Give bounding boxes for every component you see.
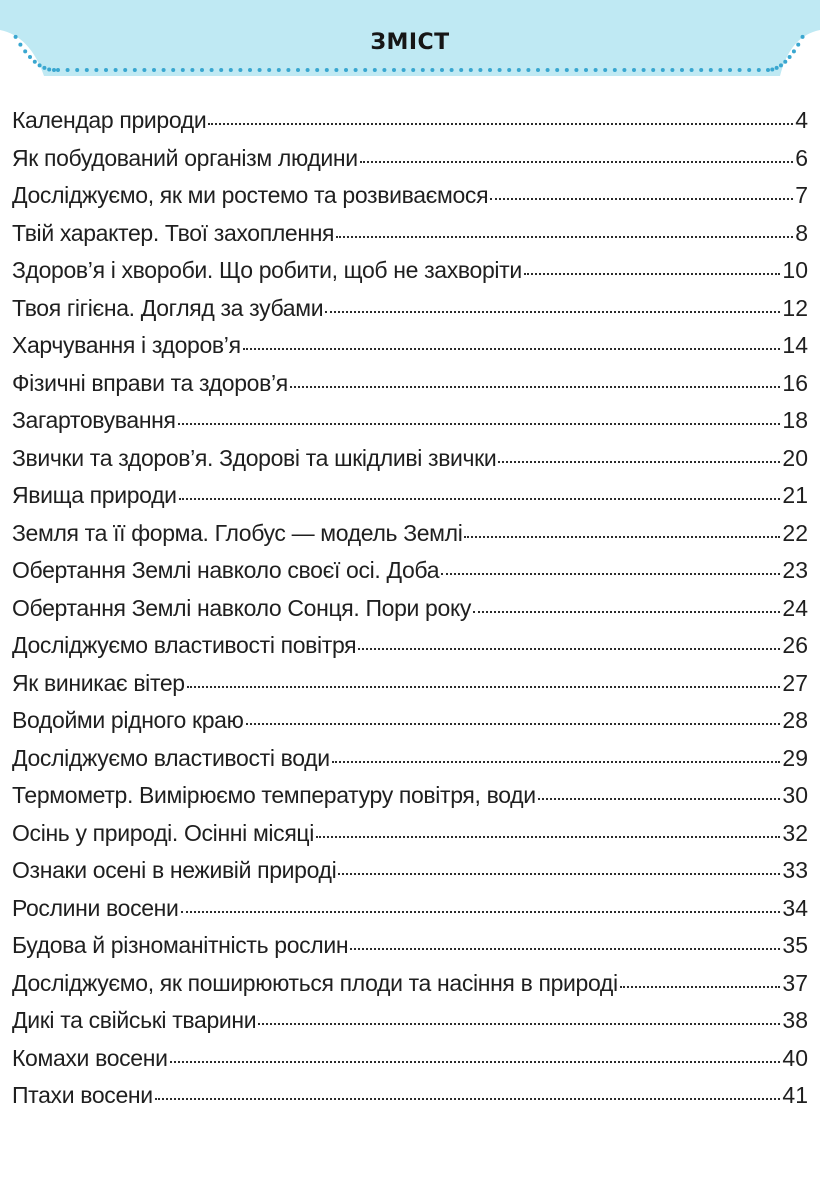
toc-entry-page-number: 20	[782, 444, 808, 471]
toc-entry[interactable]	[12, 290, 808, 328]
border-dot	[584, 68, 588, 72]
dot-leader	[258, 1023, 780, 1025]
toc-entry[interactable]	[12, 477, 808, 515]
border-dot	[747, 68, 751, 72]
toc-entry-title: Як виникає вітер	[12, 669, 185, 696]
border-dot	[28, 55, 32, 59]
border-dot	[603, 68, 607, 72]
toc-entry-page-number: 10	[782, 257, 808, 283]
border-dot	[267, 68, 271, 72]
border-dot	[779, 63, 783, 67]
border-dot	[642, 68, 646, 72]
border-dot	[526, 68, 530, 72]
border-dot	[344, 68, 348, 72]
border-dot	[142, 68, 146, 72]
border-dot	[459, 68, 463, 72]
toc-entry-page-number: 23	[782, 557, 808, 583]
border-dot	[56, 68, 60, 72]
border-dot	[190, 68, 194, 72]
toc-entry-title: Будова й різноманітність рослин	[12, 932, 349, 958]
toc-entry[interactable]	[12, 552, 808, 590]
dot-leader	[336, 236, 793, 238]
border-dot	[85, 68, 89, 72]
toc-entry-title: Комахи восени	[12, 1044, 168, 1071]
toc-entry-page-number: 35	[782, 932, 808, 958]
border-dot	[661, 68, 665, 72]
toc-entry-page-number: 33	[782, 857, 808, 883]
dot-leader	[358, 648, 780, 650]
border-dot	[555, 68, 559, 72]
border-dot	[546, 68, 550, 72]
toc-entry-title: Рослини восени	[12, 894, 179, 921]
border-dot	[766, 68, 770, 72]
border-dot	[757, 68, 761, 72]
dot-leader	[243, 348, 781, 350]
border-dot	[152, 68, 156, 72]
border-dot	[565, 68, 569, 72]
toc-entry-title: Досліджуємо, як ми ростемо та розвиваємося	[12, 182, 489, 208]
border-dot	[382, 68, 386, 72]
border-dot	[306, 68, 310, 72]
toc-entry[interactable]	[12, 1040, 808, 1078]
border-dot	[181, 68, 185, 72]
toc-entry-title: Твій характер. Твої захоплення	[12, 219, 335, 246]
toc-entry[interactable]	[12, 965, 808, 1003]
toc-entry-page-number: 21	[782, 482, 808, 508]
toc-entry-title: Досліджуємо властивості повітря	[12, 632, 357, 658]
toc-entry[interactable]	[12, 215, 808, 253]
border-dot	[114, 68, 118, 72]
border-dot	[258, 68, 262, 72]
toc-entry[interactable]	[12, 815, 808, 853]
toc-entry-title: Звички та здоров’я. Здорові та шкідливі звички	[12, 444, 497, 471]
border-dot	[162, 68, 166, 72]
toc-entry[interactable]	[12, 102, 808, 140]
border-dot	[238, 68, 242, 72]
border-dot	[363, 68, 367, 72]
border-dot	[775, 66, 779, 70]
dot-leader	[155, 1098, 781, 1100]
toc-entry[interactable]	[12, 665, 808, 703]
dot-leader	[246, 723, 781, 725]
toc-entry-page-number: 12	[782, 294, 808, 321]
dot-leader	[290, 386, 781, 388]
toc-entry-title: Загартовування	[12, 407, 176, 433]
border-dot	[33, 60, 37, 64]
border-dot	[229, 68, 233, 72]
dot-leader	[350, 948, 780, 950]
border-dot	[42, 66, 46, 70]
dot-leader	[538, 798, 781, 800]
toc-entry[interactable]	[12, 890, 808, 928]
toc-entry[interactable]	[12, 252, 808, 290]
toc-entry-page-number: 29	[782, 744, 808, 771]
border-dot	[38, 63, 42, 67]
border-dot	[690, 68, 694, 72]
border-dot	[325, 68, 329, 72]
toc-entry-title: Осінь у природі. Осінні місяці	[12, 819, 315, 846]
border-dot	[613, 68, 617, 72]
border-dot	[632, 68, 636, 72]
border-dot	[594, 68, 598, 72]
dot-leader	[170, 1061, 781, 1063]
toc-entry-page-number: 8	[795, 219, 808, 246]
dot-leader	[178, 423, 781, 425]
toc-entry[interactable]	[12, 927, 808, 965]
toc-entry[interactable]	[12, 327, 808, 365]
dot-leader	[524, 273, 781, 275]
border-dot	[123, 68, 127, 72]
toc-entry-page-number: 34	[782, 894, 808, 921]
toc-entry[interactable]	[12, 852, 808, 890]
toc-entry-title: Обертання Землі навколо Сонця. Пори року	[12, 594, 472, 621]
border-dot	[334, 68, 338, 72]
border-dot	[94, 68, 98, 72]
border-dot	[651, 68, 655, 72]
toc-entry[interactable]	[12, 740, 808, 778]
table-of-contents	[12, 102, 808, 1115]
dot-leader	[338, 873, 780, 875]
toc-entry-title: Земля та її форма. Глобус — модель Землі	[12, 519, 463, 546]
border-dot	[770, 67, 774, 71]
toc-entry-page-number: 38	[782, 1007, 808, 1033]
dot-leader	[325, 311, 780, 313]
toc-entry-title: Досліджуємо, як поширюються плоди та насіння в природі	[12, 969, 618, 996]
border-dot	[277, 68, 281, 72]
toc-entry-title: Календар природи	[12, 107, 207, 133]
dot-leader	[490, 198, 793, 200]
toc-entry-title: Обертання Землі навколо своєї осі. Доба	[12, 557, 440, 583]
border-dot	[670, 68, 674, 72]
border-dot	[498, 68, 502, 72]
toc-entry[interactable]	[12, 1077, 808, 1115]
dot-leader	[441, 573, 780, 575]
toc-entry-page-number: 30	[782, 782, 808, 808]
page-title: ЗМІСТ	[370, 30, 450, 55]
border-dot	[421, 68, 425, 72]
toc-entry-title: Дикі та свійські тварини	[12, 1007, 257, 1033]
border-dot	[52, 68, 56, 72]
toc-entry-title: Явища природи	[12, 482, 177, 508]
toc-entry-page-number: 27	[782, 669, 808, 696]
border-dot	[450, 68, 454, 72]
dot-leader	[498, 461, 780, 463]
border-dot	[286, 68, 290, 72]
toc-entry[interactable]	[12, 140, 808, 178]
border-dot	[296, 68, 300, 72]
toc-entry[interactable]	[12, 440, 808, 478]
toc-entry-title: Здоров’я і хвороби. Що робити, щоб не захворіти	[12, 257, 522, 283]
border-dot	[478, 68, 482, 72]
border-dot	[728, 68, 732, 72]
border-dot	[517, 68, 521, 72]
toc-entry-page-number: 24	[782, 594, 808, 621]
border-dot	[171, 68, 175, 72]
toc-entry[interactable]	[12, 177, 808, 215]
dot-leader	[360, 161, 793, 163]
border-dot	[373, 68, 377, 72]
toc-entry-title: Ознаки осені в неживій природі	[12, 857, 337, 883]
border-dot	[709, 68, 713, 72]
toc-entry-title: Досліджуємо властивості води	[12, 744, 330, 771]
border-dot	[133, 68, 137, 72]
dot-leader	[332, 761, 781, 763]
dot-leader	[620, 986, 781, 988]
toc-entry-page-number: 28	[782, 707, 808, 733]
toc-entry-title: Термометр. Вимірюємо температуру повітря, води	[12, 782, 536, 808]
toc-entry-page-number: 32	[782, 819, 808, 846]
border-dot	[788, 55, 792, 59]
toc-entry-page-number: 16	[782, 369, 808, 396]
border-dot	[680, 68, 684, 72]
toc-entry-title: Харчування і здоров’я	[12, 332, 241, 358]
border-dot	[536, 68, 540, 72]
border-dot	[507, 68, 511, 72]
toc-entry-page-number: 18	[782, 407, 808, 433]
border-dot	[574, 68, 578, 72]
border-dot	[104, 68, 108, 72]
toc-entry-page-number: 22	[782, 519, 808, 546]
dot-leader	[208, 123, 793, 125]
toc-entry[interactable]	[12, 777, 808, 815]
toc-entry[interactable]	[12, 1002, 808, 1040]
toc-entry-title: Твоя гігієна. Догляд за зубами	[12, 294, 324, 321]
border-dot	[783, 60, 787, 64]
toc-entry[interactable]	[12, 515, 808, 553]
border-dot	[718, 68, 722, 72]
toc-entry-page-number: 6	[795, 144, 808, 171]
toc-entry[interactable]	[12, 402, 808, 440]
border-dot	[622, 68, 626, 72]
border-dot	[200, 68, 204, 72]
border-dot	[699, 68, 703, 72]
dot-leader	[464, 536, 780, 538]
border-dot	[315, 68, 319, 72]
border-dot	[47, 67, 51, 71]
dot-leader	[316, 836, 780, 838]
border-dot	[210, 68, 214, 72]
toc-entry-title: Фізичні вправи та здоров’я	[12, 369, 288, 396]
border-dot	[66, 68, 70, 72]
dot-leader	[181, 911, 781, 913]
toc-entry[interactable]	[12, 365, 808, 403]
toc-entry-page-number: 4	[795, 107, 808, 133]
toc-entry-title: Як побудований організм людини	[12, 144, 358, 171]
dot-leader	[179, 498, 781, 500]
toc-entry[interactable]	[12, 590, 808, 628]
border-dot	[440, 68, 444, 72]
dot-leader	[187, 686, 781, 688]
toc-entry[interactable]	[12, 702, 808, 740]
toc-entry-page-number: 41	[782, 1082, 808, 1108]
dot-leader	[473, 611, 780, 613]
toc-entry-page-number: 14	[782, 332, 808, 358]
toc-entry[interactable]	[12, 627, 808, 665]
border-dot	[354, 68, 358, 72]
toc-entry-page-number: 37	[782, 969, 808, 996]
border-dot	[469, 68, 473, 72]
toc-entry-page-number: 7	[795, 182, 808, 208]
border-dot	[488, 68, 492, 72]
border-dot	[411, 68, 415, 72]
border-dot	[402, 68, 406, 72]
border-dot	[738, 68, 742, 72]
border-dot	[75, 68, 79, 72]
border-dot	[248, 68, 252, 72]
toc-entry-title: Водойми рідного краю	[12, 707, 244, 733]
border-dot	[430, 68, 434, 72]
toc-entry-page-number: 26	[782, 632, 808, 658]
toc-entry-page-number: 40	[782, 1044, 808, 1071]
border-dot	[219, 68, 223, 72]
border-dot	[392, 68, 396, 72]
contents-banner	[0, 0, 820, 84]
toc-entry-title: Птахи восени	[12, 1082, 153, 1108]
